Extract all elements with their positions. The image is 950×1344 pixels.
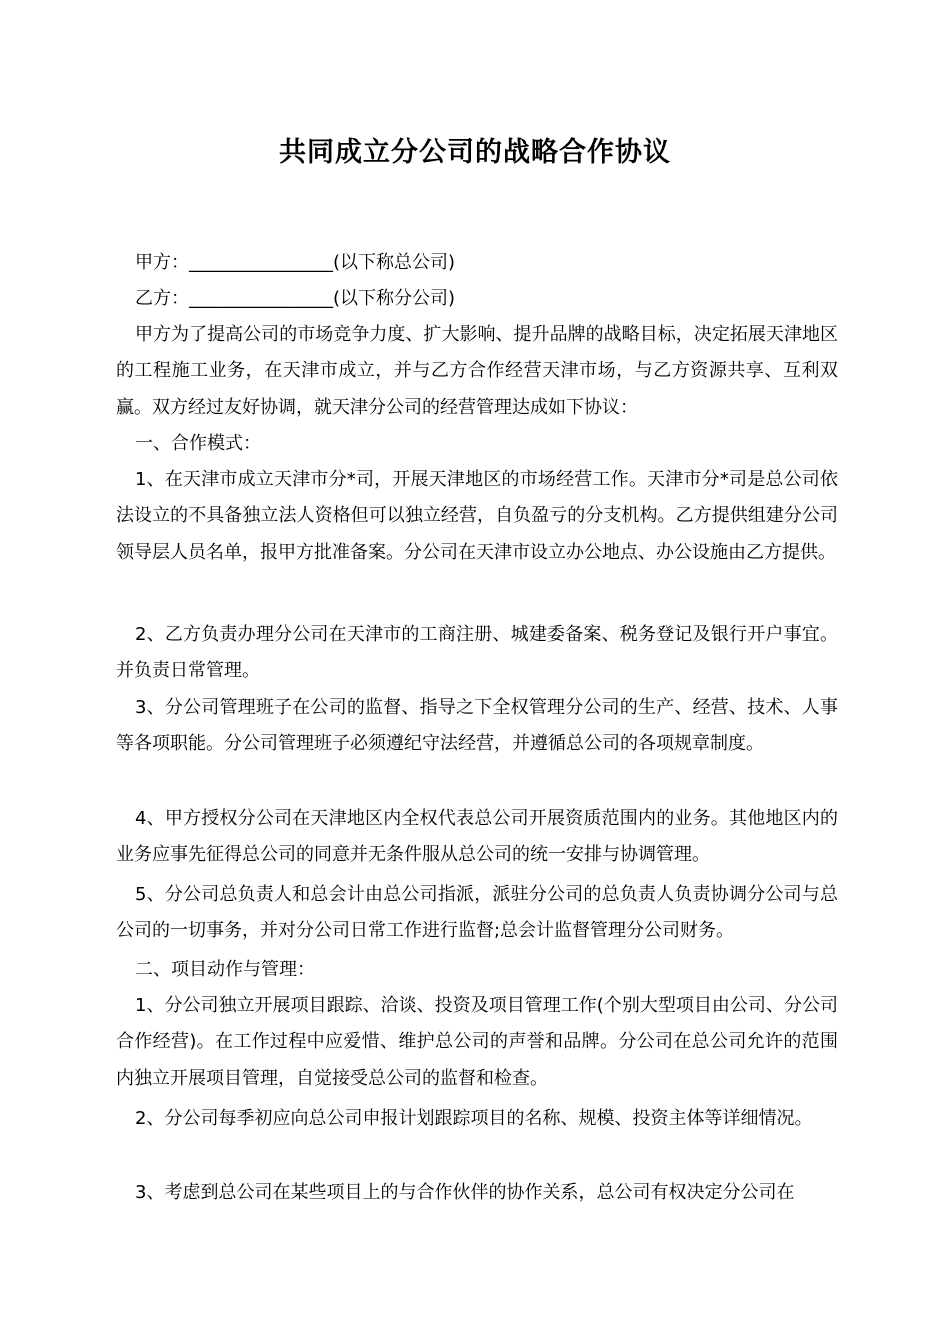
section-1-item-3: 3、分公司管理班子在公司的监督、指导之下全权管理分公司的生产、经营、技术、人事等各项职能。分公司管理班子必须遵纪守法经营，并遵循总公司的各项规章制度。 [116, 697, 838, 755]
party-a-line: 甲方：________________(以下称总公司) [135, 252, 456, 273]
section-2-item-2: 2、分公司每季初应向总公司申报计划跟踪项目的名称、规模、投资主体等详细情况。 [135, 1108, 813, 1129]
section-2-heading: 二、项目动作与管理： [135, 959, 315, 980]
section-1-heading: 一、合作模式： [135, 433, 261, 454]
section-1-item-5: 5、分公司总负责人和总会计由总公司指派，派驻分公司的总负责人负责协调分公司与总公司的一切事务，并对分公司日常工作进行监督;总会计监督管理分公司财务。 [116, 884, 838, 942]
section-2-item-1: 1、分公司独立开展项目跟踪、洽谈、投资及项目管理工作(个别大型项目由公司、分公司合作经营)。在工作过程中应爱惜、维护总公司的声誉和品牌。分公司在总公司允许的范围内独立开展项目管理，自觉接受总公司的监督和检查。 [116, 995, 838, 1089]
party-b-line: 乙方：________________(以下称分公司) [135, 288, 456, 309]
section-1-item-1: 1、在天津市成立天津市分*司，开展天津地区的市场经营工作。天津市分*司是总公司依法设立的不具备独立法人资格但可以独立经营，自负盈亏的分支机构。乙方提供组建分公司领导层人员名单，报甲方批准备案。分公司在天津市设立办公地点、办公设施由乙方提供。 [116, 469, 838, 563]
section-1-item-4: 4、甲方授权分公司在天津地区内全权代表总公司开展资质范围内的业务。其他地区内的业务应事先征得总公司的同意并无条件服从总公司的统一安排与协调管理。 [116, 808, 838, 866]
section-2-item-3: 3、考虑到总公司在某些项目上的与合作伙伴的协作关系，总公司有权决定分公司在 [135, 1182, 795, 1203]
intro-paragraph: 甲方为了提高公司的市场竞争力度、扩大影响、提升品牌的战略目标，决定拓展天津地区的工程施工业务，在天津市成立，并与乙方合作经营天津市场，与乙方资源共享、互利双赢。双方经过友好协调，就天津分公司的经营管理达成如下协议： [116, 324, 838, 418]
section-1-item-2: 2、乙方负责办理分公司在天津市的工商注册、城建委备案、税务登记及银行开户事宜。并负责日常管理。 [116, 624, 838, 682]
document-title: 共同成立分公司的战略合作协议 [279, 137, 671, 168]
